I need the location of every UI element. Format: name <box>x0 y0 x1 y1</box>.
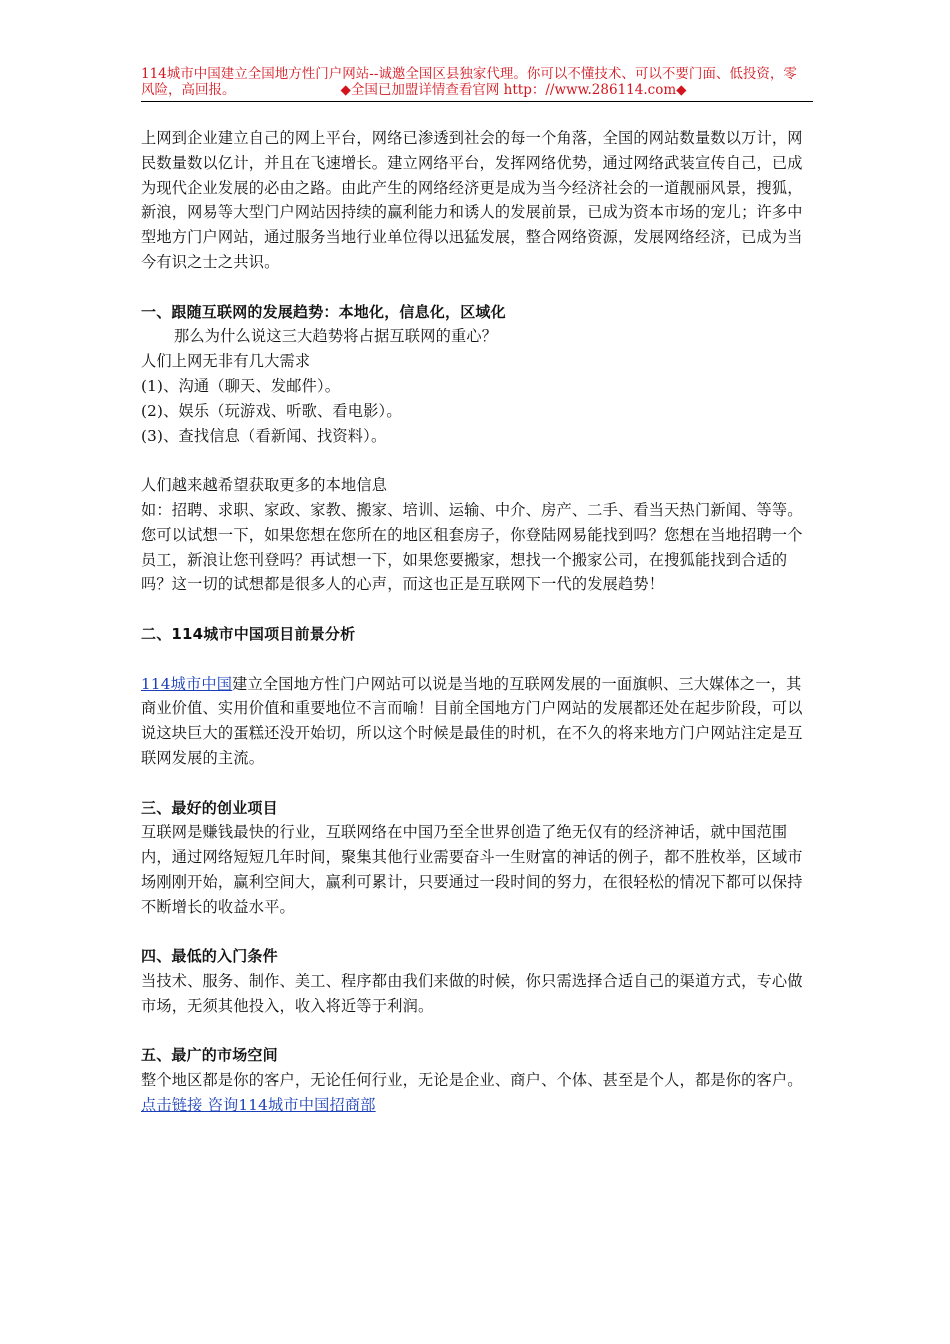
local-info-intro: 人们越来越希望获取更多的本地信息 <box>141 476 388 495</box>
header-line-2 <box>141 82 813 98</box>
document-body <box>141 126 813 1118</box>
need-item-1: (1)、沟通（聊天、发邮件）。 <box>141 376 341 395</box>
contact-line <box>141 1093 813 1118</box>
section-1-heading: 一、跟随互联网的发展趋势：本地化，信息化，区域化 <box>141 302 506 321</box>
section-5-paragraph: 整个地区都是你的客户，无论任何行业，无论是企业、商户、个体、甚至是个人，都是你的客户。 <box>141 1071 803 1090</box>
section-3-paragraph: 互联网是赚钱最快的行业，互联网络在中国乃至全世界创造了绝无仅有的经济神话，就中国范围内，通过网络短短几年时间，聚集其他行业需要奋斗一生财富的神话的例子，都不胜枚举，区域市场刚刚开始，赢利空间大，赢利可累计，只要通过一段时间的努力，在很轻松的情况下都可以保持不断增长的收益水平。 <box>141 823 803 916</box>
page-header <box>141 66 813 102</box>
need-item-2: (2)、娱乐（玩游戏、听歌、看电影）。 <box>141 401 402 420</box>
local-info-examples: 如：招聘、求职、家政、家教、搬家、培训、运输、中介、房产、二手、看当天热门新闻、等等。 <box>141 500 803 519</box>
contact-link[interactable]: 点击链接 咨询114城市中国招商部 <box>141 1096 376 1115</box>
section-2-paragraph <box>141 672 813 771</box>
section-5-heading: 五、最广的市场空间 <box>141 1046 278 1065</box>
intro-paragraph: 上网到企业建立自己的网上平台，网络已渗透到社会的每一个角落，全国的网站数量数以万计，网民数量数以亿计，并且在飞速增长。建立网络平台，发挥网络优势，通过网络武装宣传自己，已成为现代企业发展的必由之路。由此产生的网络经济更是成为当今经济社会的一道靓丽风景，搜狐，新浪，网易等大型门户网站因持续的赢利能力和诱人的发展前景，已成为资本市场的宠儿；许多中型地方门户网站，通过服务当地行业单位得以迅猛发展，整合网络资源，发展网络经济，已成为当今有识之士之共识。 <box>141 129 803 271</box>
city-china-link[interactable]: 114城市中国 <box>141 674 233 693</box>
need-item-3: (3)、查找信息（看新闻、找资料）。 <box>141 426 387 445</box>
section-3-heading: 三、最好的创业项目 <box>141 798 278 817</box>
section-4-heading: 四、最低的入门条件 <box>141 947 278 966</box>
section-2-heading: 二、114城市中国项目前景分析 <box>141 624 356 643</box>
section-4-paragraph: 当技术、服务、制作、美工、程序都由我们来做的时候，你只需选择合适自己的渠道方式，专心做市场，无须其他投入，收入将近等于利润。 <box>141 972 803 1015</box>
header-website-note: ◆全国已加盟详情查看官网 http：//www.286114.com◆ <box>340 82 687 98</box>
needs-intro: 人们上网无非有几大需求 <box>141 352 311 371</box>
section-2-text: 建立全国地方性门户网站可以说是当地的互联网发展的一面旗帜、三大媒体之一，其商业价值、实用价值和重要地位不言而喻！目前全国地方门户网站的发展都还处在起步阶段，可以说这块巨大的蛋糕还没开始切，所以这个时候是最佳的时机，在不久的将来地方门户网站注定是互联网发展的主流。 <box>141 674 803 767</box>
section-1-question: 那么为什么说这三大趋势将占据互联网的重心？ <box>174 327 498 346</box>
header-slogan: 风险，高回报。 <box>141 82 236 98</box>
section-1-paragraph: 您可以试想一下，如果您想在您所在的地区租套房子，你登陆网易能找到吗？您想在当地招聘一个员工，新浪让您刊登吗？再试想一下，如果您要搬家，想找一个搬家公司，在搜狐能找到合适的吗？这一切的试想都是很多人的心声，而这也正是互联网下一代的发展趋势！ <box>141 525 803 594</box>
document-page <box>141 66 813 1118</box>
header-line-1: 114城市中国建立全国地方性门户网站--诚邀全国区县独家代理。你可以不懂技术、可以不要门面、低投资，零 <box>141 66 797 82</box>
